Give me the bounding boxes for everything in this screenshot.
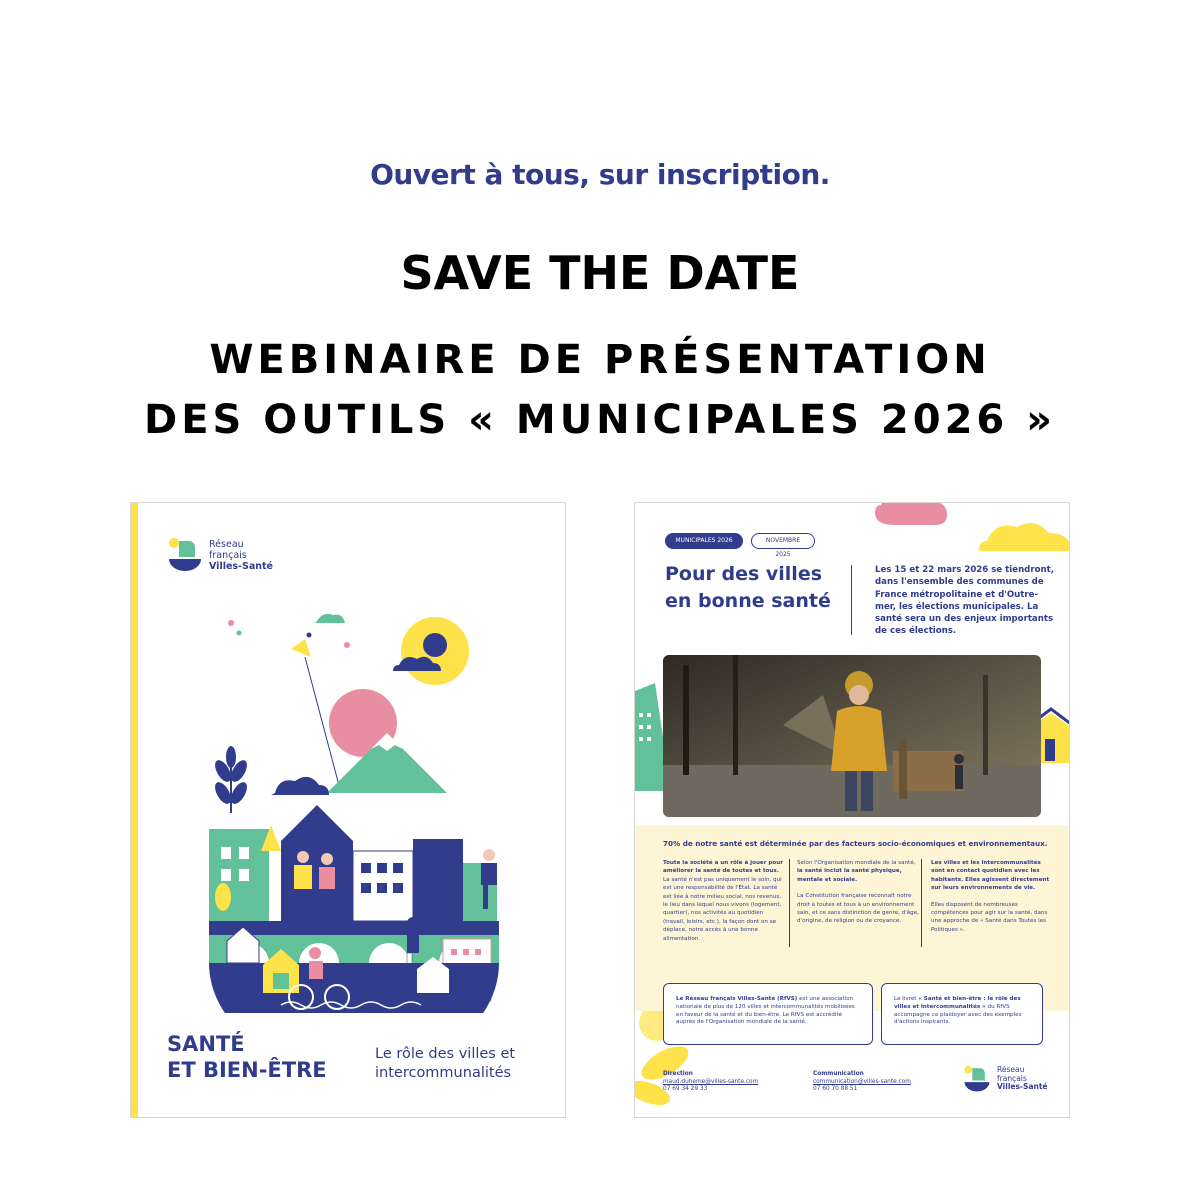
cover-title-line-1: SANTÉ — [167, 1032, 245, 1056]
logo-line-2: français — [209, 549, 247, 561]
photo-woman-park — [663, 655, 1041, 817]
logo-line-1: Réseau — [209, 538, 244, 550]
column-3 — [931, 859, 1055, 934]
divider — [851, 565, 852, 635]
rfvs-logo-footer — [963, 1065, 1048, 1093]
cover-subtitle-line-1: Le rôle des villes et — [375, 1046, 516, 1062]
column-2-text: Selon l'Organisation mondiale de la santé, — [797, 860, 916, 866]
headline — [0, 330, 1200, 450]
save-the-date-text: SAVE THE DATE — [400, 246, 800, 300]
municipales-badge: MUNICIPALES 2026 — [665, 533, 743, 549]
contact-2-phone: 07 60 70 88 51 — [813, 1086, 858, 1093]
rfvs-logo-footer-text — [997, 1066, 1048, 1092]
column-1-bold: Toute la société a un rôle à jouer pour améliorer la santé de toutes et tous. — [663, 860, 784, 875]
rfvs-logo-icon — [963, 1065, 991, 1093]
pink-cloud-icon — [875, 503, 947, 525]
headline-line-2: DES OUTILS « MUNICIPALES 2026 » — [143, 397, 1057, 443]
cover-subtitle — [375, 1045, 515, 1083]
contact-1-label: Direction — [663, 1071, 693, 1077]
contact-communication — [813, 1071, 911, 1094]
save-the-date — [393, 246, 808, 300]
band-title: 70% de notre santé est déterminée par des facteurs socio-économiques et environnementaux. — [663, 839, 1048, 848]
cover-subtitle-line-2: intercommunalités — [375, 1065, 512, 1081]
contact-direction — [663, 1071, 758, 1094]
flyer-intro: Les 15 et 22 mars 2026 se tiendront, dans l'ensemble des communes de France métropolitaine et d'Outre-mer, les élections municipales. La santé sera un des enjeux importants de ces élections. — [875, 565, 1054, 637]
rfvs-info-box — [663, 983, 873, 1045]
box-1-bold: Le Réseau français Villes-Santé (RfVS) — [676, 996, 798, 1002]
livret-info-box — [881, 983, 1043, 1045]
footer-logo-line-1: Réseau — [997, 1065, 1025, 1075]
flyer-title: Pour des villes en bonne santé — [665, 563, 831, 612]
subtitle: Ouvert à tous, sur inscription. — [370, 158, 830, 191]
sun-center-icon — [423, 633, 447, 657]
column-1 — [663, 859, 785, 943]
yellow-cloud-icon — [979, 523, 1070, 551]
column-3-paragraph-2: Elles disposent de nombreuses compétences pour agir sur la santé, dans une approche de « Santé dans Toutes les Politiques ». — [931, 901, 1048, 933]
cloud-small-icon — [315, 614, 345, 623]
box-1-text: est une association nationale de plus de 120 villes et intercommunalités mobilisées en faveur de la santé et du bien-être. Le RfVS est accrédité auprès de l'Organisation mondiale de la santé. — [676, 996, 855, 1026]
contact-2-email-link[interactable]: communication@villes-sante.com — [813, 1078, 911, 1085]
rfvs-logo-text — [209, 539, 273, 572]
contact-1-email-link[interactable]: maud.duheme@villes-sante.com — [663, 1078, 759, 1085]
park-photo-image — [663, 655, 1041, 817]
cover-title — [167, 1031, 327, 1083]
flyer — [634, 502, 1070, 1118]
rfvs-logo — [167, 537, 273, 573]
brochure-cover — [130, 502, 566, 1118]
column-divider — [789, 859, 790, 947]
column-3-bold: Les villes et les intercommunalités sont en contact quotidien avec les habitants. Elles agissent directement sur leurs environnements de vie. — [931, 860, 1050, 892]
contact-2-label: Communication — [813, 1071, 864, 1077]
column-1-text: La santé n'est pas uniquement le soin, qui est une responsabilité de l'État. La santé est liée à notre milieu social, nos revenus, le lieu dans lequel nous vivons (logement, quartier), nos activités au quotidien (travail, loisirs, etc.), la façon dont on se déplace, notre accès à une bonne alimentation. — [663, 876, 782, 942]
kite-icon — [291, 639, 311, 657]
box-2-bold: « Santé et bien-être : le rôle des villes et intercommunalités » — [894, 996, 1021, 1010]
headline-line-1: WEBINAIRE DE PRÉSENTATION — [209, 337, 991, 383]
box-2-text: Le livret — [894, 996, 919, 1002]
footer-logo-line-2: français — [997, 1073, 1027, 1083]
rfvs-logo-icon — [167, 537, 203, 573]
column-2 — [797, 859, 919, 926]
logo-line-3: Villes-Santé — [209, 560, 273, 572]
column-divider — [921, 859, 922, 947]
date-badge: NOVEMBRE 2025 — [751, 533, 815, 549]
column-2-bold: la santé inclut la santé physique, mentale et sociale. — [797, 868, 902, 883]
city-illustration — [131, 593, 566, 1013]
footer-logo-line-3: Villes-Santé — [997, 1082, 1048, 1092]
cover-title-line-2: ET BIEN-ÊTRE — [167, 1058, 327, 1082]
contact-1-phone: 07 69 34 29 33 — [663, 1086, 708, 1093]
save-the-date-wrap — [0, 246, 1200, 300]
column-2-paragraph-2: La Constitution française reconnaît notre droit à toutes et tous à un environnement sain, et ce sans distinction de genre, d'âge, d'origine, de religion ou de croyance. — [797, 893, 919, 925]
box-2-text-2: du RfVS accompagne ce plaidoyer avec des exemples d'actions inspirants. — [894, 1003, 1022, 1026]
